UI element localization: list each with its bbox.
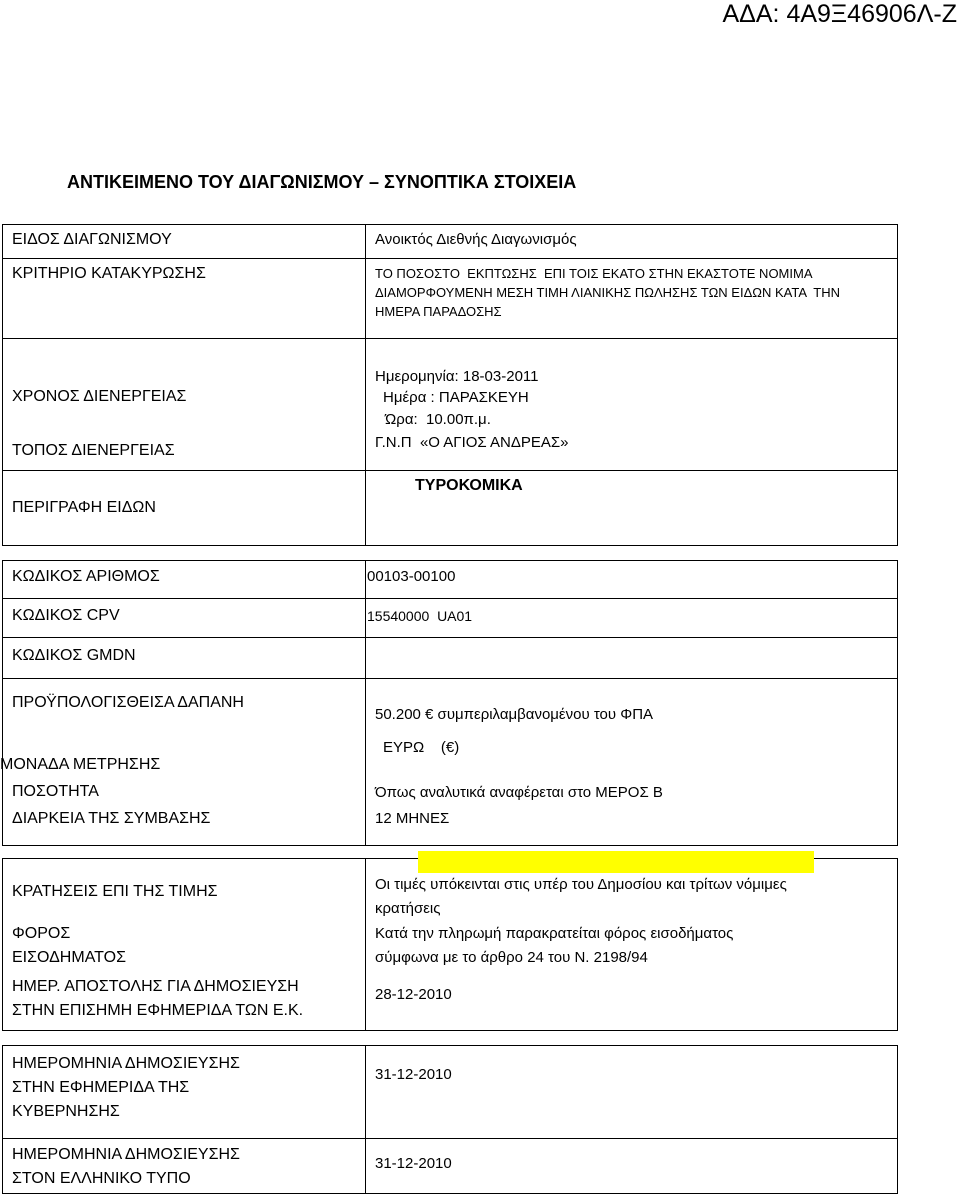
- gazette-label: ΣΤΗΝ ΕΦΗΜΕΡΙΔΑ ΤΗΣ: [12, 1079, 190, 1096]
- eu-dispatch-label: ΗΜΕΡ. ΑΠΟΣΤΟΛΗΣ ΓΙΑ ΔΗΜΟΣΙΕΥΣΗ: [12, 978, 299, 995]
- code-number-label: ΚΩΔΙΚΟΣ ΑΡΙΘΜΟΣ: [12, 568, 160, 585]
- eu-dispatch-label: ΣΤΗΝ ΕΠΙΣΗΜΗ ΕΦΗΜΕΡΙΔΑ ΤΩΝ Ε.Κ.: [12, 1002, 304, 1019]
- page-title: ΑΝΤΙΚΕΙΜΕΝΟ ΤΟΥ ΔΙΑΓΩΝΙΣΜΟΥ – ΣΥΝΟΠΤΙΚΑ ΣΤΟΙΧΕΙΑ: [67, 172, 577, 192]
- eu-dispatch-date: 28-12-2010: [375, 986, 452, 1003]
- press-label: ΣΤΟΝ ΕΛΛΗΝΙΚΟ ΤΥΠΟ: [12, 1170, 191, 1187]
- hour-value: Ώρα: 10.00π.μ.: [385, 411, 491, 428]
- yellow-highlight: [418, 851, 814, 873]
- day-value: Ημέρα : ΠΑΡΑΣΚΕΥΗ: [383, 389, 529, 406]
- table-rule: [2, 258, 898, 259]
- gmdn-label: ΚΩΔΙΚΟΣ GMDN: [12, 647, 136, 664]
- income-tax-line: σύμφωνα με το άρθρο 24 του Ν. 2198/94: [375, 949, 648, 966]
- place-label: ΤΟΠΟΣ ΔΙΕΝΕΡΓΕΙΑΣ: [12, 442, 175, 459]
- unit-label: ΜΟΝΑΔΑ ΜΕΤΡΗΣΗΣ: [0, 756, 161, 773]
- gazette-label: ΚΥΒΕΡΝΗΣΗΣ: [12, 1103, 120, 1120]
- table-rule: [2, 1138, 898, 1139]
- income-tax-line: Κατά την πληρωμή παρακρατείται φόρος εισοδήματος: [375, 925, 734, 942]
- award-criterion-line: ΗΜΕΡΑ ΠΑΡΑΔΟΣΗΣ: [375, 304, 502, 319]
- column-divider: [365, 1045, 366, 1194]
- ada-code: ΑΔΑ: 4Α9Ξ46906Λ-Ζ: [722, 0, 957, 28]
- tender-type-label: ΕΙΔΟΣ ΔΙΑΓΩΝΙΣΜΟΥ: [12, 231, 172, 248]
- column-divider: [365, 560, 366, 846]
- table-rule: [2, 637, 898, 638]
- table-rule: [2, 598, 898, 599]
- gazette-date: 31-12-2010: [375, 1066, 452, 1083]
- table-rule: [2, 338, 898, 339]
- cpv-label: ΚΩΔΙΚΟΣ CPV: [12, 607, 120, 624]
- award-criterion-line: ΔΙΑΜΟΡΦΟΥΜΕΝΗ ΜΕΣΗ ΤΙΜΗ ΛΙΑΝΙΚΗΣ ΠΩΛΗΣΗΣ ΤΩΝ ΕΙΔΩΝ ΚΑΤΑ ΤΗΝ: [375, 285, 840, 300]
- press-label: ΗΜΕΡΟΜΗΝΙΑ ΔΗΜΟΣΙΕΥΣΗΣ: [12, 1146, 240, 1163]
- award-criterion-line: ΤΟ ΠΟΣΟΣΤΟ ΕΚΠΤΩΣΗΣ ΕΠΙ ΤΟΙΣ ΕΚΑΤΟ ΣΤΗΝ ΕΚΑΣΤΟΤΕ ΝΟΜΙΜΑ: [375, 266, 813, 281]
- estimated-cost-value: 50.200 € συμπεριλαμβανομένου του ΦΠΑ: [375, 706, 654, 723]
- duration-label: ΔΙΑΡΚΕΙΑ ΤΗΣ ΣΥΜΒΑΣΗΣ: [12, 810, 211, 827]
- time-label: ΧΡΟΝΟΣ ΔΙΕΝΕΡΓΕΙΑΣ: [12, 388, 187, 405]
- place-value: Γ.Ν.Π «Ο ΑΓΙΟΣ ΑΝΔΡΕΑΣ»: [375, 434, 569, 451]
- income-tax-label: ΕΙΣΟΔΗΜΑΤΟΣ: [12, 949, 126, 966]
- cpv-value: 15540000 UA01: [367, 608, 473, 624]
- quantity-label: ΠΟΣΟΤΗΤΑ: [12, 783, 99, 800]
- unit-value: ΕΥΡΩ (€): [383, 739, 460, 756]
- column-divider: [365, 224, 366, 546]
- estimated-cost-label: ΠΡΟΫΠΟΛΟΓΙΣΘΕΙΣΑ ΔΑΠΑΝΗ: [12, 694, 244, 711]
- code-number-value: 00103-00100: [367, 568, 456, 585]
- deductions-label: ΚΡΑΤΗΣΕΙΣ ΕΠΙ ΤΗΣ ΤΙΜΗΣ: [12, 883, 218, 900]
- description-label: ΠΕΡΙΓΡΑΦΗ ΕΙΔΩΝ: [12, 499, 156, 516]
- press-date: 31-12-2010: [375, 1155, 452, 1172]
- award-criterion-label: ΚΡΙΤΗΡΙΟ ΚΑΤΑΚΥΡΩΣΗΣ: [12, 265, 206, 282]
- table-rule: [2, 470, 898, 471]
- deductions-line: κρατήσεις: [375, 900, 441, 917]
- income-tax-label: ΦΟΡΟΣ: [12, 925, 71, 942]
- column-divider: [365, 858, 366, 1031]
- quantity-value: Όπως αναλυτικά αναφέρεται στο ΜΕΡΟΣ Β: [375, 784, 663, 801]
- table-rule: [2, 678, 898, 679]
- duration-value: 12 ΜΗΝΕΣ: [375, 810, 450, 827]
- tender-type-value: Ανοικτός Διεθνής Διαγωνισμός: [375, 231, 577, 248]
- deductions-line: Οι τιμές υπόκεινται στις υπέρ του Δημοσίου και τρίτων νόμιμες: [375, 876, 787, 893]
- date-value: Ημερομηνία: 18-03-2011: [375, 368, 539, 385]
- description-value: ΤΥΡΟΚΟΜΙΚΑ: [415, 477, 523, 494]
- gazette-label: ΗΜΕΡΟΜΗΝΙΑ ΔΗΜΟΣΙΕΥΣΗΣ: [12, 1055, 240, 1072]
